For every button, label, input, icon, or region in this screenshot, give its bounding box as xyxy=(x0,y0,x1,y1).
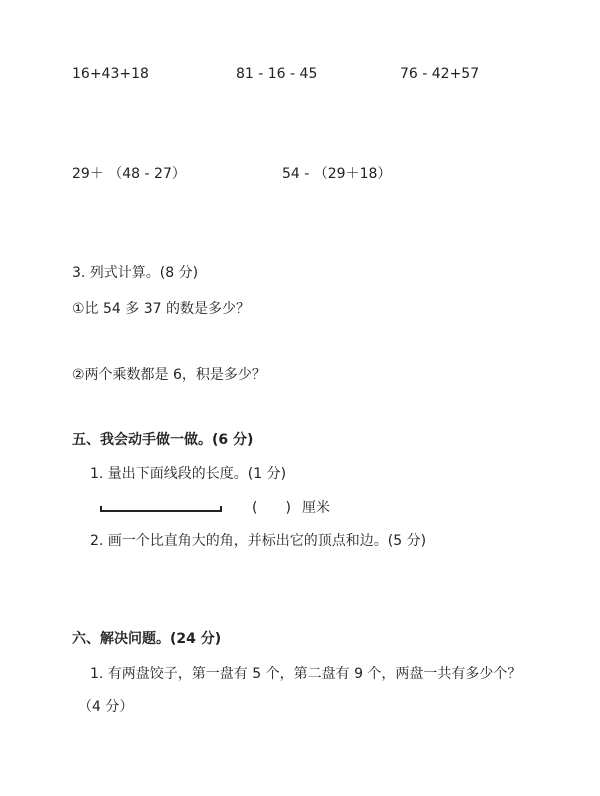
calc-expression-3: 76 - 42+57 xyxy=(400,66,480,82)
section3-heading: 3. 列式计算。(8 分) xyxy=(72,265,199,281)
answer-unit: 厘米 xyxy=(302,500,330,516)
calc-expression-5: 54 - （29＋18） xyxy=(282,166,392,182)
answer-paren: ( ) xyxy=(252,500,291,516)
section6-question-1-score: （4 分） xyxy=(78,699,134,715)
calc-expression-2: 81 - 16 - 45 xyxy=(236,66,318,82)
calc-expression-1: 16+43+18 xyxy=(72,66,149,82)
section3-question-2: ②两个乘数都是 6，积是多少？ xyxy=(72,367,266,383)
section6-question-1: 1. 有两盘饺子，第一盘有 5 个，第二盘有 9 个，两盘一共有多少个？ xyxy=(90,666,522,682)
section5-heading: 五、我会动手做一做。(6 分) xyxy=(72,432,254,448)
section6-heading: 六、解决问题。(24 分) xyxy=(72,631,222,647)
calc-expression-4: 29＋ （48 - 27） xyxy=(72,166,186,182)
section3-question-1: ①比 54 多 37 的数是多少？ xyxy=(72,301,250,317)
section5-question-2: 2. 画一个比直角大的角，并标出它的顶点和边。(5 分) xyxy=(90,533,427,549)
section5-question-1: 1. 量出下面线段的长度。(1 分) xyxy=(90,466,287,482)
line-segment xyxy=(100,506,222,512)
